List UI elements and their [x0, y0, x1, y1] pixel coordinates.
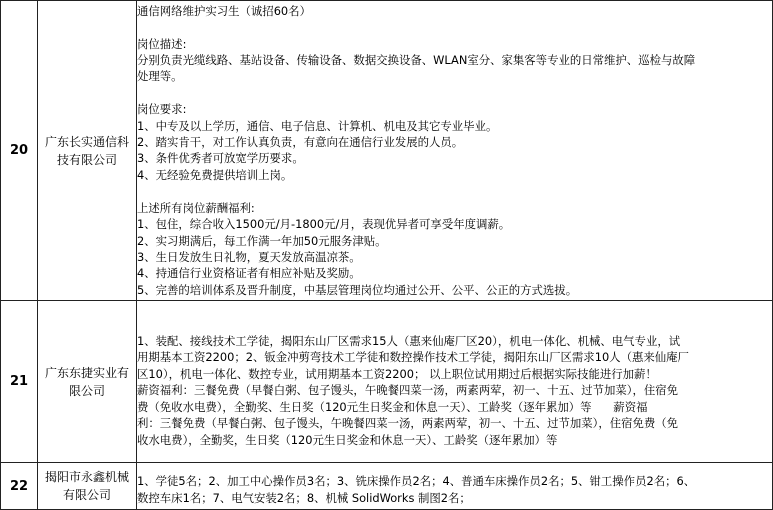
detail-line: 处理等。 [137, 69, 183, 84]
detail-line [137, 19, 772, 35]
detail-line: 通信网络维护实习生（诚招60名） [137, 3, 311, 18]
detail-line: 4、持通信行业资格证者有相应补贴及奖励。 [137, 266, 361, 281]
detail-line: 利：三餐免费（早餐白粥、包子馒头，午晚餐四菜一汤，两素两荤，初一、十五、过节加菜），住宿免费（免 [137, 416, 679, 431]
company-name: 广东东捷实业有限公司 [44, 365, 129, 398]
detail-line: 2、实习期满后，每工作满一年加50元服务津贴。 [137, 233, 387, 248]
detail-line: 用期基本工资2200；2、钣金冲剪弯技术工学徒和数控操作技术工学徒，揭阳东山厂区需求10人（惠来仙庵厂 [137, 350, 689, 365]
detail-line: 收水电费），全勤奖，生日奖（120元生日奖金和休息一天）、工龄奖（逐年累加）等 [137, 432, 558, 447]
detail-line: 1、包住，综合收入1500元/月-1800元/月，表现优异者可享受年度调薪。 [137, 217, 511, 232]
detail-line: 区10），机电一体化、数控专业，试用期基本工资2200； 以上职位试用期过后根据实际技能进行加薪！ [137, 366, 657, 381]
detail-line: 上述所有岗位薪酬福利: [137, 200, 255, 215]
row-number: 22 [1, 463, 38, 510]
row-number: 21 [1, 301, 38, 463]
row-number: 20 [1, 1, 38, 301]
company-cell [38, 1, 137, 301]
job-details [137, 1, 773, 301]
company-name: 揭阳市永鑫机械有限公司 [44, 470, 129, 502]
table-row [1, 1, 773, 301]
table-row [1, 301, 773, 463]
job-details [137, 463, 773, 510]
detail-line: 1、装配、接线技术工学徒，揭阳东山厂区需求15人（惠来仙庵厂区20），机电一体化、机械、电气专业，试 [137, 334, 681, 349]
company-cell [38, 463, 137, 510]
detail-line: 分别负责光缆线路、基站设备、传输设备、数据交换设备、WLAN室分、家集客等专业的日常维护、巡检与故障 [137, 53, 696, 68]
detail-line: 费（免收水电费），全勤奖、生日奖（120元生日奖金和休息一天）、工龄奖（逐年累加）等 薪资福 [137, 399, 648, 414]
detail-line: 薪资福利：三餐免费（早餐白粥、包子馒头，午晚餐四菜一汤，两素两荤，初一、十五、过节加菜），住宿免 [137, 383, 679, 398]
detail-line: 1、中专及以上学历，通信、电子信息、计算机、机电及其它专业毕业。 [137, 118, 498, 133]
detail-line: 4、无经验免费提供培训上岗。 [137, 167, 293, 182]
company-name: 广东长实通信科技有限公司 [44, 134, 129, 167]
detail-line: 3、生日发放生日礼物，夏天发放高温凉茶。 [137, 249, 361, 264]
detail-line: 数控车床1名；7、电气安装2名；8、机械 SolidWorks 制图2名； [137, 490, 471, 505]
detail-line: 岗位要求: [137, 102, 187, 117]
detail-line: 3、条件优秀者可放宽学历要求。 [137, 151, 304, 166]
table-row [1, 463, 773, 510]
detail-line: 1、学徒5名；2、加工中心操作员3名；3、铣床操作员2名；4、普通车床操作员2名；5、钳工操作员2名；6、 [137, 474, 696, 489]
detail-line: 岗位描述: [137, 36, 187, 51]
detail-line [137, 85, 772, 101]
job-details [137, 301, 773, 463]
detail-line: 5、完善的培训体系及晋升制度，中基层管理岗位均通过公开、公平、公正的方式选拔。 [137, 282, 578, 297]
detail-line: 2、踏实肯干，对工作认真负责，有意向在通信行业发展的人员。 [137, 135, 464, 150]
detail-line [137, 183, 772, 199]
company-cell [38, 301, 137, 463]
